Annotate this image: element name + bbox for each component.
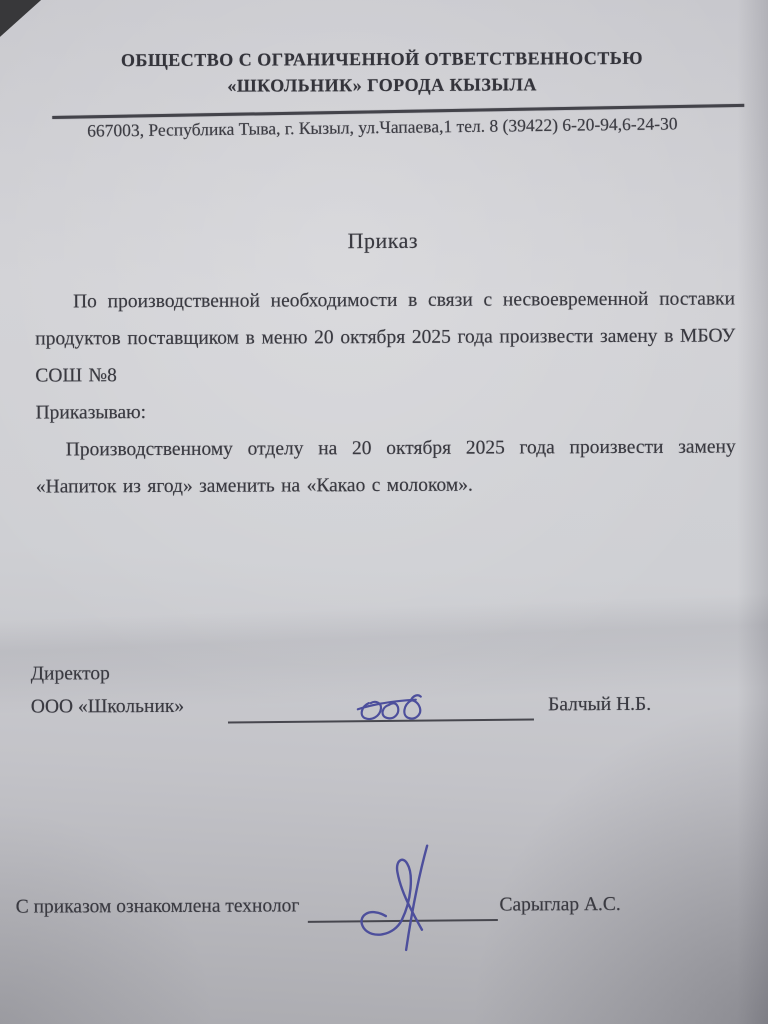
technologist-label: С приказом ознакомлена технолог <box>15 895 300 918</box>
document-body <box>35 280 736 505</box>
technologist-signature-line <box>307 893 497 923</box>
company-name: ООО «Школьник» <box>30 695 185 718</box>
director-signature-block <box>31 654 743 723</box>
org-name-line2: «ШКОЛЬНИК» ГОРОДА КЫЗЫЛА <box>227 74 537 96</box>
director-signature-line <box>228 693 534 724</box>
order-paragraph: Производственному отделу на 20 октября 2025 года произвести замену «Напиток из ягод» заменить на «Какао с молоком». <box>35 436 736 498</box>
technologist-name: Сарыглар А.С. <box>499 893 621 916</box>
director-role: Директор <box>30 663 110 685</box>
technologist-signature-icon <box>349 841 468 954</box>
director-signature-row <box>31 687 743 723</box>
letterhead <box>0 44 766 99</box>
order-keyword: Приказываю: <box>35 402 147 424</box>
document-title: Приказ <box>347 227 419 254</box>
director-name: Балчый Н.Б. <box>548 693 652 716</box>
org-name-line1: ОБЩЕСТВО С ОГРАНИЧЕННОЙ ОТВЕТСТВЕННОСТЬЮ <box>120 47 644 71</box>
director-signature-icon <box>354 691 446 728</box>
address-line: 667003, Республика Тыва, г. Кызыл, ул.Чапаева,1 тел. 8 (39422) 6-20-94,6-24-30 <box>87 113 678 141</box>
body-paragraph: По производственной необходимости в связи с несвоевременной поставки продуктов поставщиком в меню 20 октября 2025 года произвести замену в МБОУ СОШ №8 <box>35 288 736 387</box>
technologist-signature-block <box>16 888 750 923</box>
